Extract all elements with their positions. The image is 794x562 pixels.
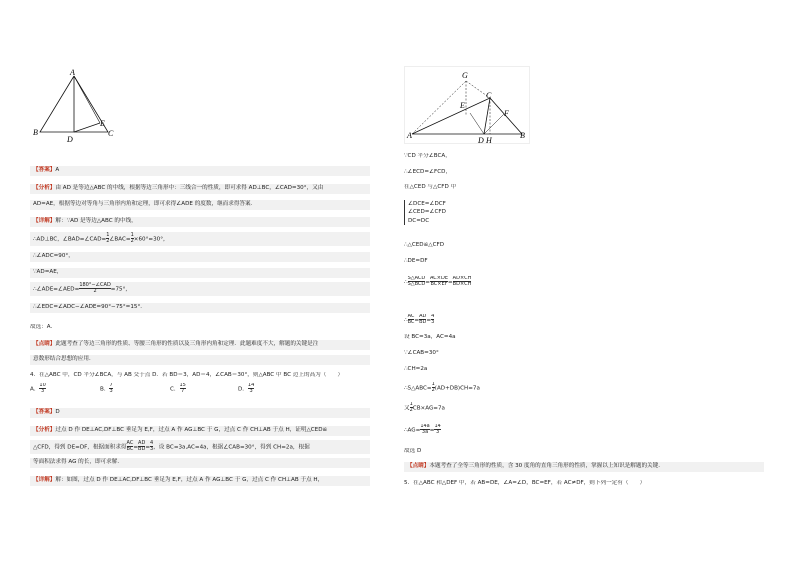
fig2-label-b: B	[520, 131, 525, 140]
frac-den: 3	[150, 446, 154, 453]
right-comment-text: 本题考查了全等三角形的性质，含 30 度角的直角三角形的性质，掌握以上知识是解题的关键．	[429, 463, 664, 469]
right-mid-1	[404, 334, 456, 342]
frac-den: 3	[431, 319, 435, 326]
fig1-label-e: E	[100, 119, 105, 128]
area-line	[404, 382, 480, 396]
detail-text-2b: ∠BAC=	[109, 236, 131, 243]
right-text-3: 在△CED 与△CFD 中	[404, 184, 457, 190]
frac-num: 4	[431, 314, 435, 319]
area2-line	[404, 402, 445, 416]
frac-num: AD	[138, 440, 146, 446]
congruence-system	[404, 200, 446, 225]
comment-line-1	[30, 340, 370, 350]
right-line-1	[404, 153, 451, 161]
answer2-tag: 【答案】	[33, 409, 56, 415]
frac-den: 2	[130, 238, 134, 245]
answer2-value: D	[55, 409, 60, 415]
frac-4-3-r	[431, 314, 434, 326]
area-ratio-line: ∴ $\frac{\text{S△ACD}}{\text{S△BCD}}$ = $\frac{AC\times DE}{BC\times EF}$ = $\frac{AD\times CH}{BD\times CH}$	[404, 276, 472, 288]
answer-value: A	[55, 167, 60, 173]
right-mid-text-2: ∵∠CAB=30°	[404, 350, 439, 356]
right-mid-3	[404, 366, 427, 374]
triangle-figure-gcb	[404, 66, 530, 144]
comment-text-1: 此题考查了等边三角形的性质、等腰三角形的性质以及三角形内角和定理．此题难度不大，解题的关键是注	[55, 341, 319, 347]
fraction-angle	[79, 283, 110, 295]
de-df-text: ∴DE=DF	[404, 258, 428, 264]
analysis2-line-3	[30, 458, 370, 468]
option-letter: D．	[238, 386, 248, 393]
detail-line-2	[30, 232, 370, 246]
q4-option-b	[100, 383, 113, 395]
system-line-3: DC=DC	[408, 217, 430, 224]
question-4	[30, 372, 370, 380]
detail-text-4: ∵AD=AE，	[33, 269, 63, 275]
answer-tag: 【答案】	[33, 167, 56, 173]
area2-text-a: 又	[404, 405, 410, 412]
q4-option-d	[238, 383, 254, 395]
frac-den: 3	[41, 388, 45, 395]
area-ratio-frac	[408, 276, 426, 288]
congruent-line	[404, 242, 444, 250]
fig2-label-a: A	[407, 131, 412, 140]
frac-den: S△BCD	[407, 281, 426, 288]
analysis2-text-1: 过点 D 作 DE⊥AC,DF⊥BC 垂足为 E,F，过点 A 作 AG⊥BC 于 G，过点 C 作 CH⊥AB 于点 H，证明△CED≌	[55, 427, 328, 433]
frac-num: 14a	[420, 424, 430, 429]
option-frac	[248, 383, 254, 395]
ratio-frac-2	[430, 276, 448, 288]
option-letter: C．	[170, 386, 180, 393]
right-mid-text-3: ∴CH=2a	[404, 366, 428, 372]
frac-den: 3a	[421, 429, 429, 436]
option-letter: A．	[30, 386, 40, 393]
right-line-3	[404, 184, 456, 192]
frac-den: 3	[249, 388, 253, 395]
conclusion-text: 故选：A．	[30, 324, 57, 330]
frac-num: AC	[126, 440, 134, 446]
option-frac	[109, 383, 112, 395]
right-conclusion	[404, 448, 421, 456]
frac-num: S△ACD	[407, 276, 426, 281]
system-line-2: ∠CED=∠CFD	[408, 209, 446, 216]
frac-den: 2	[409, 407, 413, 414]
frac-den: 3	[109, 388, 113, 395]
fig2-label-e: E	[460, 101, 465, 110]
detail-line-4	[30, 268, 370, 278]
detail-text-2a: ∴AD⊥BC，∠BAD=∠CAD=	[33, 236, 107, 243]
ratio-line-2: ∴ $\frac{AC}{BC}$ = $\frac{AD}{BD}$ = $\frac{4}{3}$	[404, 314, 435, 326]
comment-line-2	[30, 355, 370, 365]
frac-num: 1	[431, 382, 435, 387]
detail-text-1: 解：∵AD 是等边△ABC 的中线，	[55, 218, 137, 224]
ratio-frac-3	[453, 276, 472, 288]
fig1-label-a: A	[70, 68, 75, 77]
right-mid-2	[404, 350, 439, 358]
ag-text: ∴AG=	[404, 427, 421, 434]
frac-num: 1	[130, 232, 134, 238]
congruent-text: ∴△CED≌△CFD	[404, 242, 445, 248]
frac-num: 14	[434, 424, 441, 429]
frac-den: 7	[181, 388, 185, 395]
comment-tag: 【点睛】	[33, 341, 56, 347]
detail-line-3	[30, 252, 370, 262]
right-text-2: ∴∠ECD=∠FCD，	[404, 169, 452, 175]
frac-num: AD×CH	[452, 276, 472, 281]
option-frac	[39, 383, 45, 395]
analysis-line-1	[30, 184, 370, 194]
frac-ad-bd-r	[419, 314, 426, 326]
right-comment-tag: 【点睛】	[407, 463, 430, 469]
frac-ac-bc	[127, 441, 134, 453]
answer-line	[30, 166, 370, 176]
question-5-text: 5．在△ABC 和△DEF 中，若 AB=DE，∠A=∠D，BC=EF，若 AC≠DF，则下列一定有（ ）	[404, 480, 646, 486]
fig1-label-c: C	[108, 129, 114, 138]
fig1-label-b: B	[33, 128, 38, 137]
frac-den: BC	[407, 319, 415, 326]
answer2-line	[30, 408, 370, 418]
analysis2-text-3: ，设 BC=3a,AC=4a，根据∠CAB=30°，得到 CH=2a，根据	[153, 444, 310, 451]
detail-tag: 【详解】	[33, 218, 56, 224]
ag-line: ∴AG= $\frac{14a}{3a}$ = $\frac{14}{3}$	[404, 424, 441, 436]
frac-num: 15	[179, 383, 186, 388]
frac-den: BC×EF	[430, 281, 448, 288]
fig2-label-d: D	[478, 136, 484, 144]
area-text-a: ∴S△ABC=	[404, 385, 432, 392]
detail-text-2c: ×60°=30°，	[133, 236, 169, 243]
analysis-text-1: 由 AD 是等边△ABC 的中线，根据等边三角形中：三线合一的性质，即可求得 AD⊥BC，∠CAD=30°，又由	[55, 185, 324, 191]
frac-num: 180°−∠CAD	[79, 282, 111, 288]
right-conclusion-text: 故选 D	[404, 448, 422, 454]
analysis2-text-4: 等面积法求得 AG 的长，即可求解．	[33, 459, 123, 465]
analysis2-line-1	[30, 426, 370, 436]
analysis-text-2: AD=AE，根据等边对等角与三角形内角和定理，即可求得∠ADE 的度数，继而求得答案.	[33, 201, 253, 207]
question-4-text: 4．在△ABC 中，CD 平分∠BCA，与 AB 交于点 D．若 BD＝3，AD＝4，∠CAB＝30°，则△ABC 中 BC 边上的高为（ ）	[30, 372, 344, 378]
detail2-tag: 【详解】	[33, 477, 56, 483]
frac-den: BC	[126, 446, 134, 453]
frac-num: 14	[247, 383, 255, 388]
fig2-label-c: C	[486, 91, 492, 100]
q4-option-c	[170, 383, 186, 395]
right-mid-text-1: 设 BC=3a，AC=4a	[404, 334, 456, 340]
right-text-1: ∵CD 平分∠BCA，	[404, 153, 451, 159]
area-text-b: (AD+DB)CH=7a	[434, 385, 480, 392]
analysis2-tag: 【分析】	[33, 427, 56, 433]
detail2-text: 解：如图，过点 D 作 DE⊥AC,DF⊥BC 垂足为 E,F，过点 A 作 AG⊥BC 于 G，过点 C 作 CH⊥AB 于点 H，	[55, 477, 324, 483]
frac-num: 7	[109, 383, 113, 388]
ag-frac-2	[434, 424, 440, 436]
frac-num: AD	[419, 314, 427, 319]
fig1-label-d: D	[67, 135, 73, 143]
triangle-figure-abc	[30, 68, 120, 143]
detail2-line	[30, 476, 370, 486]
frac-den: 2	[106, 238, 110, 245]
analysis2-line-2: △CFD，得到 DE=DF，根据面积求得 $\frac{AC}{BC}$ = $\frac{AD}{BD}$ = $\frac{4}{3}$ ，设 BC=3a,AC=4a，根据∠CAB=30°，得到 CH=2a，根据	[30, 440, 370, 454]
frac-ac-bc-r	[408, 314, 415, 326]
fig2-label-f: F	[504, 109, 509, 118]
system-line-1: ∠DCE=∠DCF	[408, 201, 446, 207]
option-frac	[180, 383, 186, 395]
q4-options-row	[30, 383, 370, 399]
right-line-2	[404, 169, 451, 177]
analysis2-text-2: △CFD，得到 DE=DF，根据面积求得	[33, 444, 127, 451]
conclusion-line	[30, 324, 56, 332]
q4-option-a	[30, 383, 46, 395]
frac-num: 10	[39, 383, 46, 388]
comment-text-2: 意数形结合思想的应用．	[33, 356, 95, 362]
frac-den: 2	[93, 288, 97, 295]
fig2-label-h: H	[486, 136, 492, 144]
frac-den: BD×CH	[452, 281, 472, 288]
detail-line-1	[30, 217, 370, 227]
detail-line-5	[30, 282, 370, 296]
right-comment	[404, 462, 764, 472]
frac-den: BD	[419, 319, 427, 326]
frac-num: 1	[409, 402, 413, 407]
frac-den: BD	[138, 446, 146, 453]
area2-text-b: CB×AG=7a	[412, 405, 445, 412]
analysis-line-2	[30, 200, 370, 210]
frac-num: 1	[106, 232, 110, 238]
de-df-line	[404, 258, 428, 266]
frac-num: AC	[407, 314, 415, 319]
question-5	[404, 480, 764, 488]
frac-den: 2	[431, 387, 435, 394]
detail-text-6: ∴∠EDC=∠ADC−∠ADE=90°−75°=15°．	[33, 304, 146, 310]
detail-text-5a: ∴∠ADE=∠AED=	[33, 286, 80, 293]
detail-line-6	[30, 303, 370, 313]
fig2-label-g: G	[462, 71, 468, 80]
frac-ad-bd	[138, 441, 145, 453]
detail-text-3: ∴∠ADC=90°，	[33, 253, 74, 259]
frac-num: 4	[150, 440, 154, 446]
detail-text-5b: =75°，	[110, 286, 131, 293]
frac-num: AC×DE	[429, 276, 448, 281]
option-letter: B．	[100, 386, 110, 393]
analysis-tag: 【分析】	[33, 185, 56, 191]
frac-den: 3	[436, 429, 440, 436]
ag-frac-1	[420, 424, 429, 436]
